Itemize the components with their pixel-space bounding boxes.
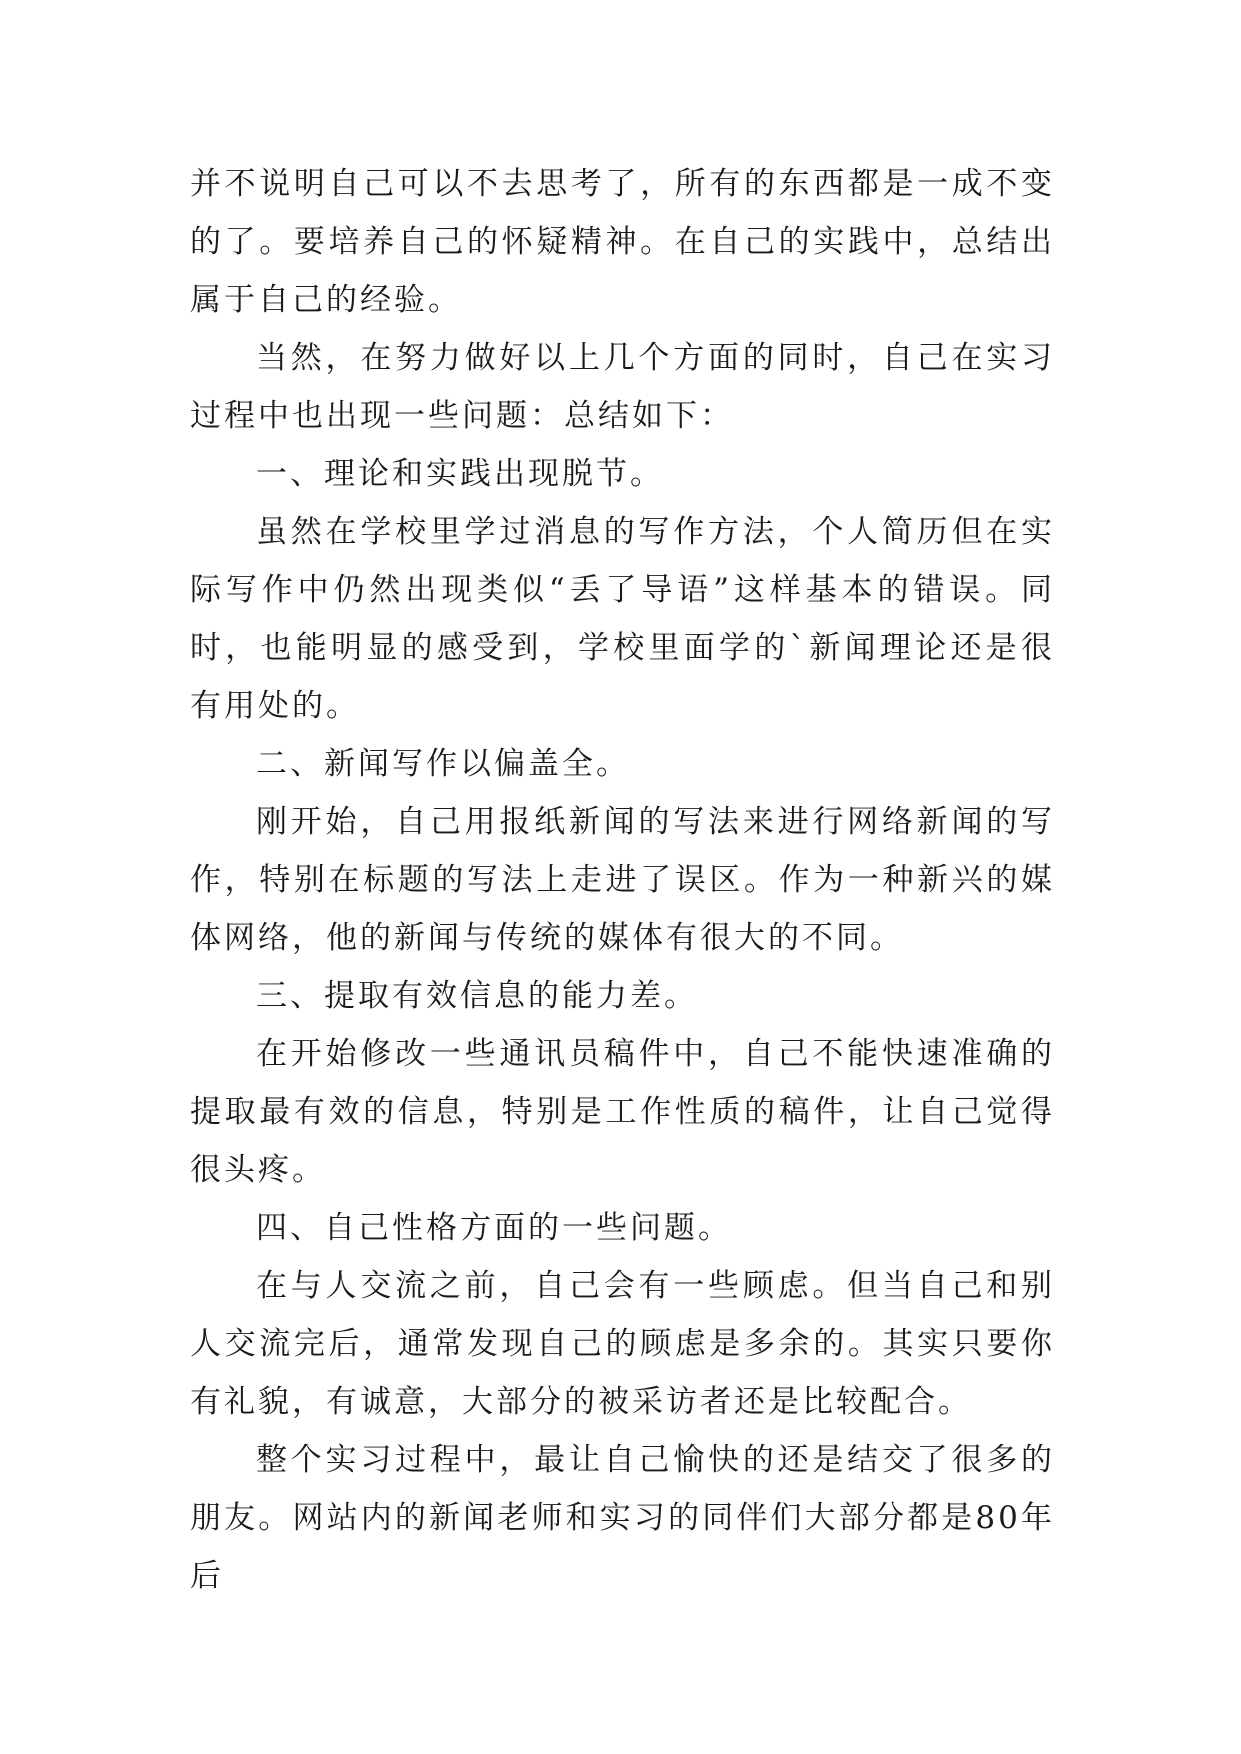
paragraph-1: 并不说明自己可以不去思考了，所有的东西都是一成不变的了。要培养自己的怀疑精神。在自己的实践中，总结出属于自己的经验。 [190,166,1055,318]
paragraph-2: 当然，在努力做好以上几个方面的同时，自己在实习过程中也出现一些问题：总结如下： [190,340,1055,434]
paragraph-6: 在与人交流之前，自己会有一些顾虑。但当自己和别人交流完后，通常发现自己的顾虑是多余的。其实只要你有礼貌，有诚意，大部分的被采访者还是比较配合。 [190,1268,1055,1420]
section-heading-3: 三、提取有效信息的能力差。 [256,978,698,1014]
section-heading-1: 一、理论和实践出现脱节。 [256,456,664,492]
paragraph-7: 整个实习过程中，最让自己愉快的还是结交了很多的朋友。网站内的新闻老师和实习的同伴们大部分都是80年后 [190,1442,1055,1594]
section-heading-2: 二、新闻写作以偏盖全。 [256,746,630,782]
paragraph-3: 虽然在学校里学过消息的写作方法，个人简历但在实际写作中仍然出现类似“丢了导语”这样基本的错误。同时，也能明显的感受到，学校里面学的`新闻理论还是很有用处的。 [190,514,1055,724]
paragraph-4: 刚开始，自己用报纸新闻的写法来进行网络新闻的写作，特别在标题的写法上走进了误区。作为一种新兴的媒体网络，他的新闻与传统的媒体有很大的不同。 [190,804,1055,956]
document-body [190,155,1055,1605]
paragraph-5: 在开始修改一些通讯员稿件中，自己不能快速准确的提取最有效的信息，特别是工作性质的稿件，让自己觉得很头疼。 [190,1036,1055,1188]
section-heading-4: 四、自己性格方面的一些问题。 [256,1210,732,1246]
